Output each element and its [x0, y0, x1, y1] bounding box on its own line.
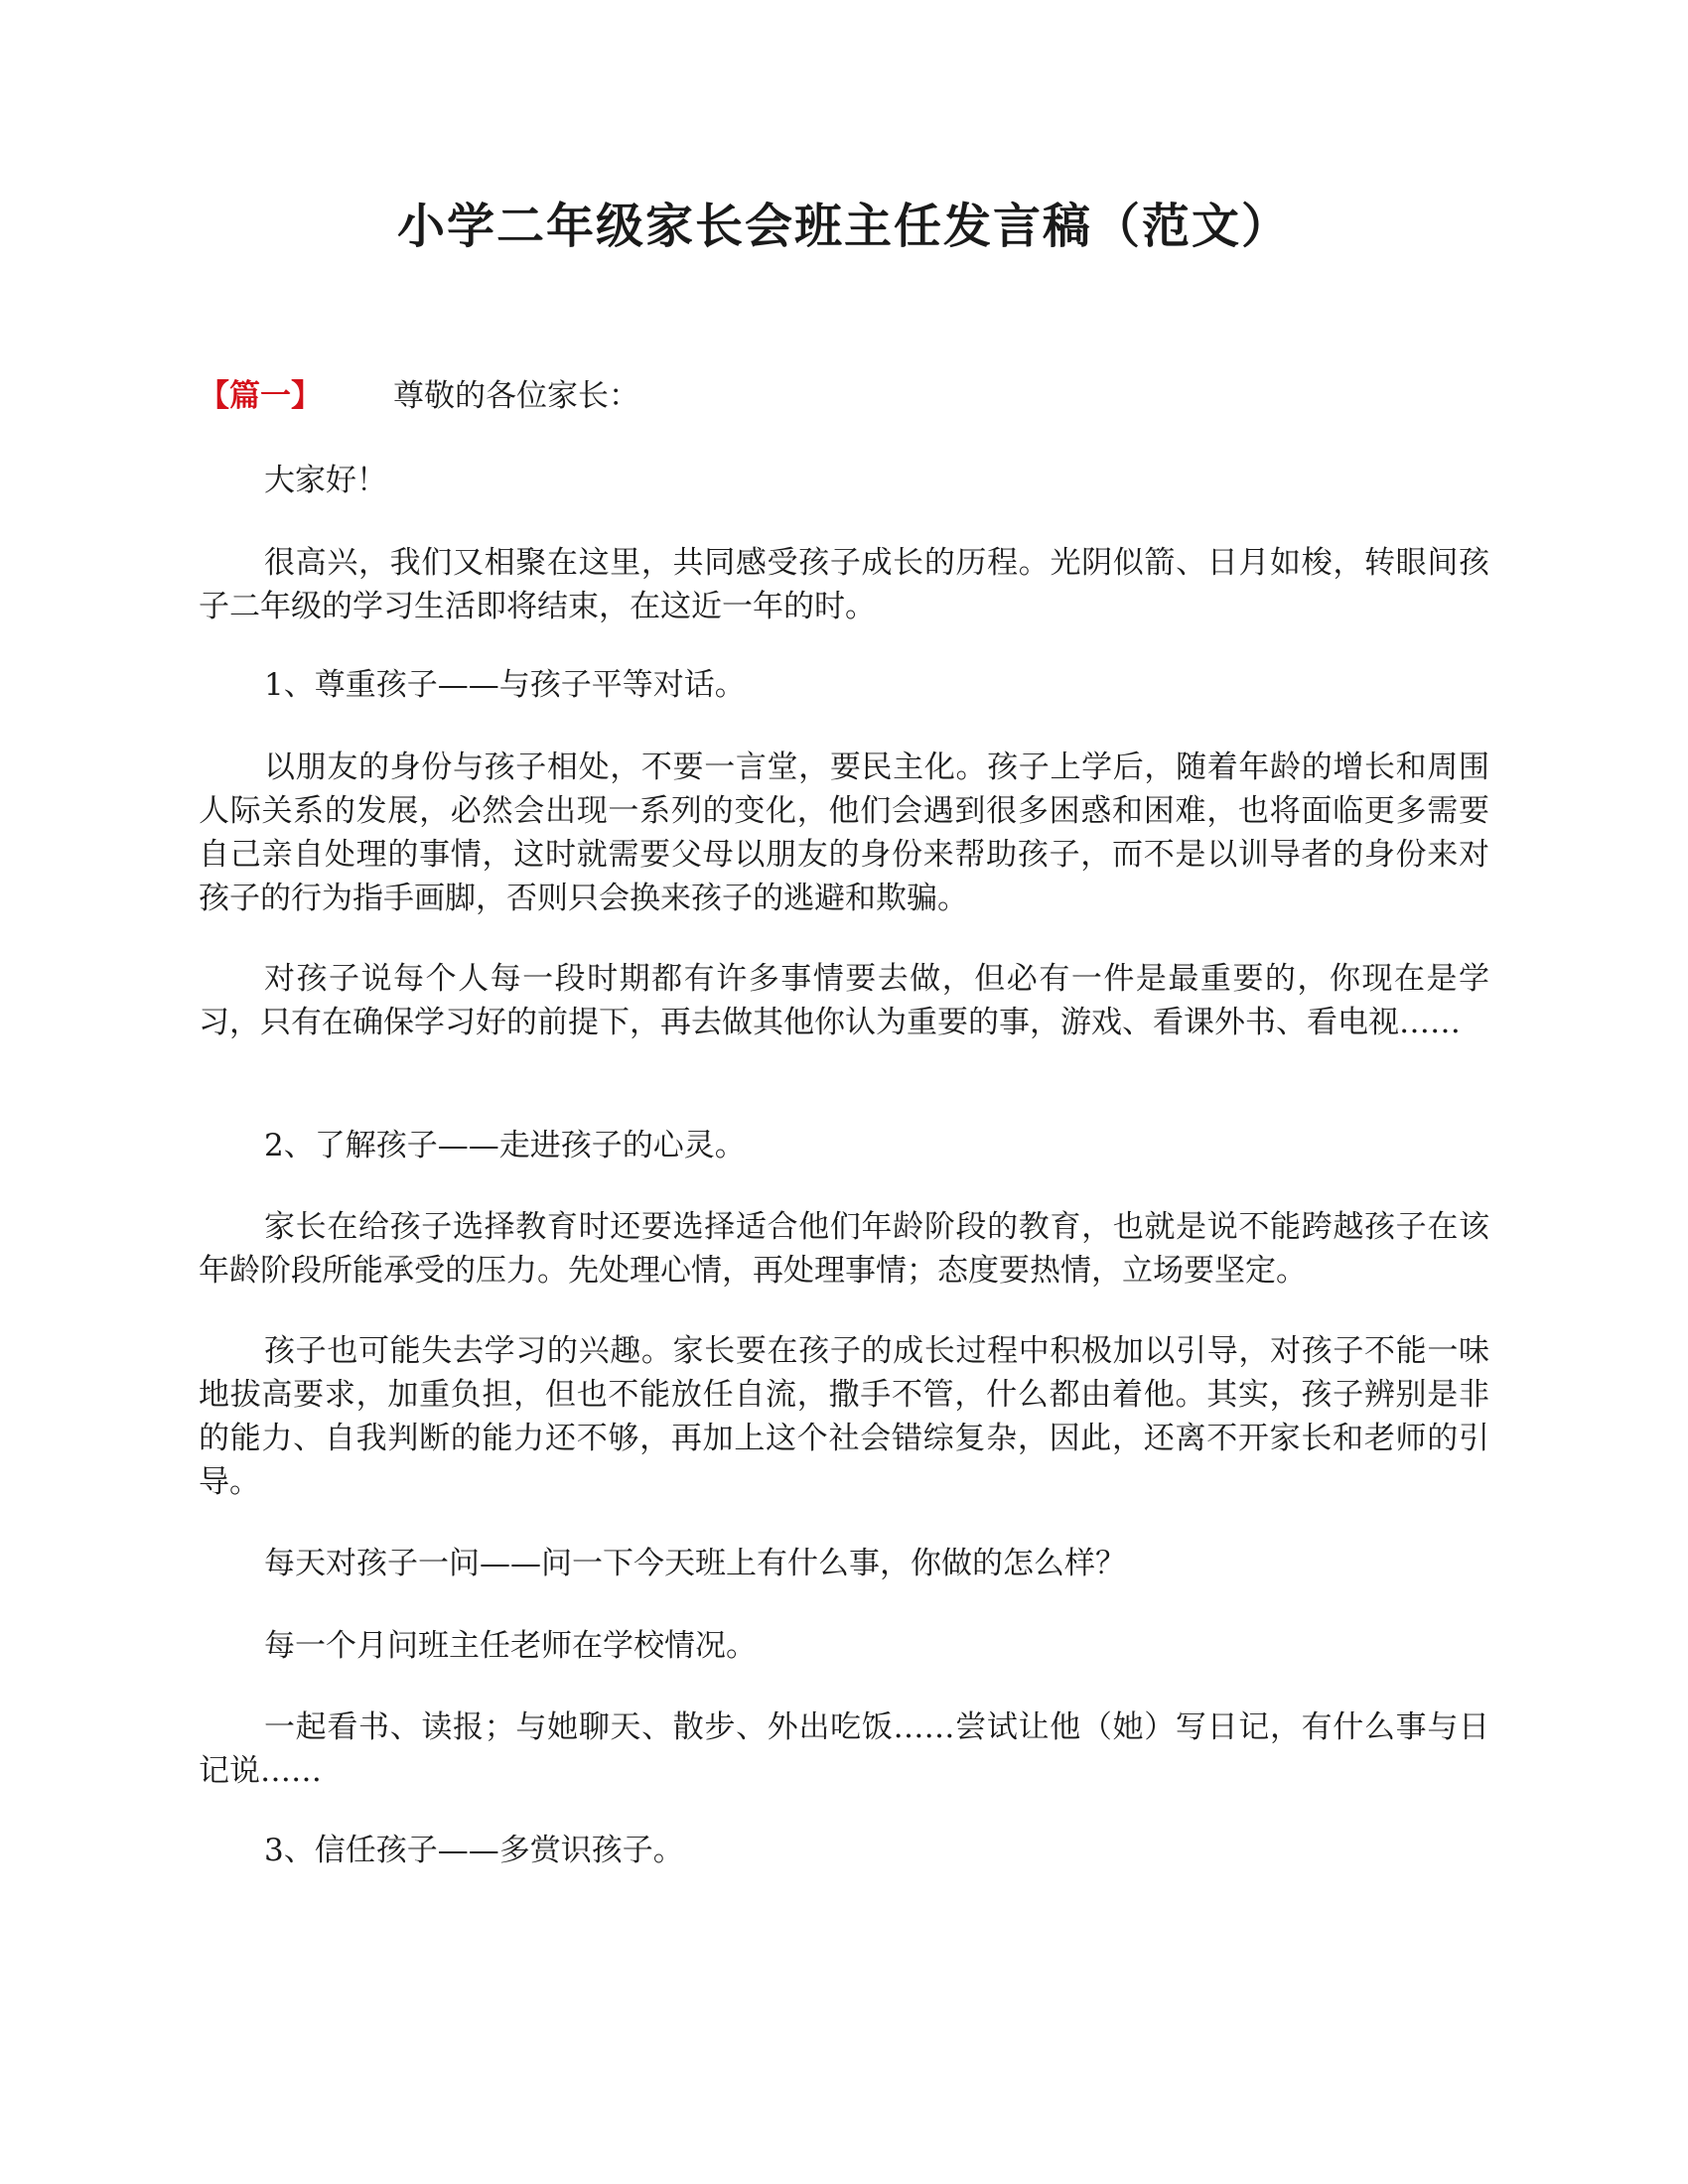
section-tag: 【篇一】: [199, 378, 322, 414]
paragraph: 一起看书、读报；与她聊天、散步、外出吃饭……尝试让他（她）写日记，有什么事与日记说……: [199, 1709, 1489, 1789]
salutation-row: [199, 374, 639, 418]
paragraph-heading: 2、了解孩子——走进孩子的心灵。: [264, 1128, 746, 1163]
paragraph: 大家好！: [264, 463, 387, 498]
paragraph: 每一个月问班主任老师在学校情况。: [264, 1628, 757, 1664]
document-title: 小学二年级家长会班主任发言稿（范文）: [396, 199, 1291, 254]
paragraph: 孩子也可能失去学习的兴趣。家长要在孩子的成长过程中积极加以引导，对孩子不能一味地拔高要求，加重负担，但也不能放任自流，撒手不管，什么都由着他。其实，孩子辨别是非的能力、自我判断的能力还不够，再加上这个社会错综复杂，因此，还离不开家长和老师的引导。: [199, 1333, 1489, 1500]
paragraph: 每天对孩子一问——问一下今天班上有什么事，你做的怎么样？: [264, 1546, 1126, 1581]
paragraph: 很高兴，我们又相聚在这里，共同感受孩子成长的历程。光阴似箭、日月如梭，转眼间孩子二年级的学习生活即将结束，在这近一年的时。: [199, 545, 1489, 624]
paragraph: 对孩子说每个人每一段时期都有许多事情要去做，但必有一件是最重要的，你现在是学习，只有在确保学习好的前提下，再去做其他你认为重要的事，游戏、看课外书、看电视……: [199, 961, 1489, 1040]
paragraph: 以朋友的身份与孩子相处，不要一言堂，要民主化。孩子上学后，随着年龄的增长和周围人际关系的发展，必然会出现一系列的变化，他们会遇到很多困惑和困难，也将面临更多需要自己亲自处理的事情，这时就需要父母以朋友的身份来帮助孩子，而不是以训导者的身份来对孩子的行为指手画脚，否则只会换来孩子的逃避和欺骗。: [199, 750, 1489, 916]
paragraph-heading: 3、信任孩子——多赏识孩子。: [264, 1833, 684, 1868]
paragraph-heading: 1、尊重孩子——与孩子平等对话。: [264, 667, 746, 703]
paragraph: 家长在给孩子选择教育时还要选择适合他们年龄阶段的教育，也就是说不能跨越孩子在该年龄阶段所能承受的压力。先处理心情，再处理事情；态度要热情，立场要坚定。: [199, 1209, 1489, 1289]
salutation: 尊敬的各位家长：: [393, 378, 639, 414]
